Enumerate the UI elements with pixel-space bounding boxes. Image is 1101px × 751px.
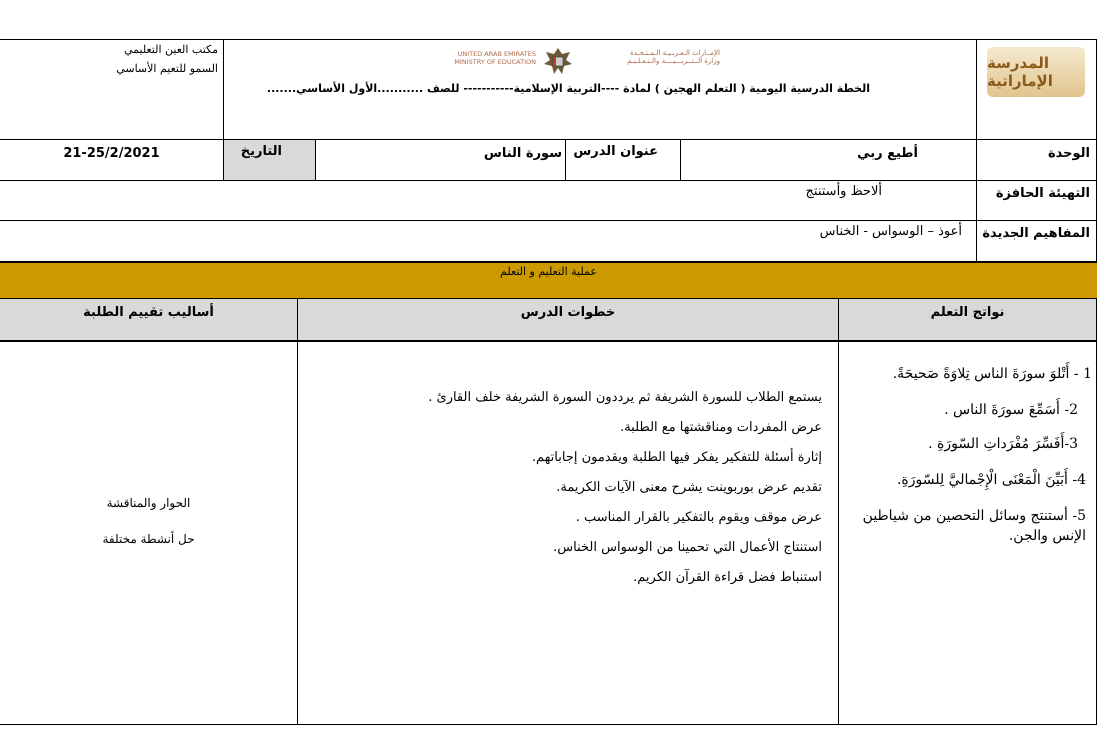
assessment-header: أساليب تقييم الطلبة bbox=[0, 299, 297, 340]
steps-header: خطوات الدرس bbox=[298, 299, 838, 340]
teaching-process-banner: عملية التعليم و التعلم bbox=[0, 263, 1097, 298]
warmup-label: التهيئة الحافزة bbox=[995, 186, 1090, 201]
grid-line bbox=[0, 724, 1097, 725]
step-item: يستمع الطلاب للسورة الشريفة ثم يرددون السورة الشريفة خلف القارئ . bbox=[428, 390, 822, 405]
warmup-value: ألاحظ وأستنتج bbox=[805, 184, 882, 199]
step-item: تقديم عرض بوربوينت يشرح معنى الآيات الكريمة. bbox=[556, 480, 822, 495]
new-concepts-value: أعوذ – الوسواس - الخناس bbox=[819, 224, 962, 239]
lesson-title-label: عنوان الدرس bbox=[573, 144, 658, 159]
step-item: إثارة أسئلة للتفكير يفكر فيها الطلبة ويقدمون إجاباتهم. bbox=[531, 450, 822, 465]
education-office bbox=[20, 43, 218, 75]
unit-value: أطيع ربي bbox=[857, 146, 918, 161]
office-line2: السمو للتعيم الأساسي bbox=[116, 62, 218, 75]
grid-line bbox=[0, 39, 1097, 40]
step-item: عرض موقف ويقوم بالتفكير بالقرار المناسب . bbox=[575, 510, 822, 525]
date-value: 21-25/2/2021 bbox=[63, 146, 160, 161]
ministry-name-ar: الإمــارات الـعـربـيـة الـمـتـحـدة وزارة الــتــربـــيــــة والـتـعـلـيـم bbox=[627, 49, 720, 65]
ministry-name-en: UNITED ARAB EMIRATES MINISTRY OF EDUCATION bbox=[454, 50, 536, 66]
lesson-title-value: سورة الناس bbox=[483, 146, 562, 161]
assessment-methods bbox=[0, 494, 297, 548]
grid-line bbox=[838, 298, 839, 725]
school-logo-text: المدرسة الإماراتية bbox=[987, 54, 1053, 90]
outcomes-list bbox=[846, 364, 1092, 546]
lesson-steps bbox=[310, 383, 822, 593]
outcomes-header: نواتج التعلم bbox=[839, 299, 1096, 340]
date-label: التاريخ bbox=[224, 140, 315, 180]
school-logo bbox=[987, 47, 1085, 97]
grid-line bbox=[297, 298, 298, 725]
new-concepts-label: المفاهيم الجديدة bbox=[982, 226, 1090, 241]
outcome-item: 3-أَفَسِّرَ مُفْرَداتِ السّورَةِ . bbox=[928, 436, 1078, 452]
grid-line bbox=[1096, 39, 1097, 725]
uae-emblem-icon bbox=[542, 46, 574, 76]
outcome-item: 2- أَسَمِّعَ سورَةَ الناس . bbox=[944, 402, 1078, 418]
unit-label: الوحدة bbox=[1047, 146, 1090, 161]
assessment-item: حل أنشطة مختلفة bbox=[102, 532, 195, 546]
outcome-item: 4- أَبَيِّنَ الْمَعْنَى الْإِجْماليَّ لِلسّورَةِ. bbox=[896, 472, 1086, 488]
outcome-item: 5- أستنتج وسائل التحصين من شياطين الإنس والجن. bbox=[862, 508, 1086, 544]
step-item: عرض المفردات ومناقشتها مع الطلبة. bbox=[620, 420, 822, 435]
grid-line bbox=[0, 340, 1097, 342]
outcome-item: 1 - أَتْلوَ سورَةَ الناس تِلاوَةً صَحيحَةً. bbox=[892, 366, 1092, 382]
assessment-item: الحوار والمناقشة bbox=[106, 496, 191, 510]
step-item: استنتاج الأعمال التي تحمينا من الوسواس الخناس. bbox=[553, 540, 822, 555]
lesson-plan-title: الخطة الدرسية اليومية ( التعلم الهجين ) لمادة ----التربية الإسلامية----------- للصف ...........الأول الأساسي....... bbox=[266, 82, 870, 95]
step-item: استنباط فضل قراءة القرآن الكريم. bbox=[633, 570, 822, 585]
office-line1: مكتب العين التعليمي bbox=[123, 43, 218, 56]
